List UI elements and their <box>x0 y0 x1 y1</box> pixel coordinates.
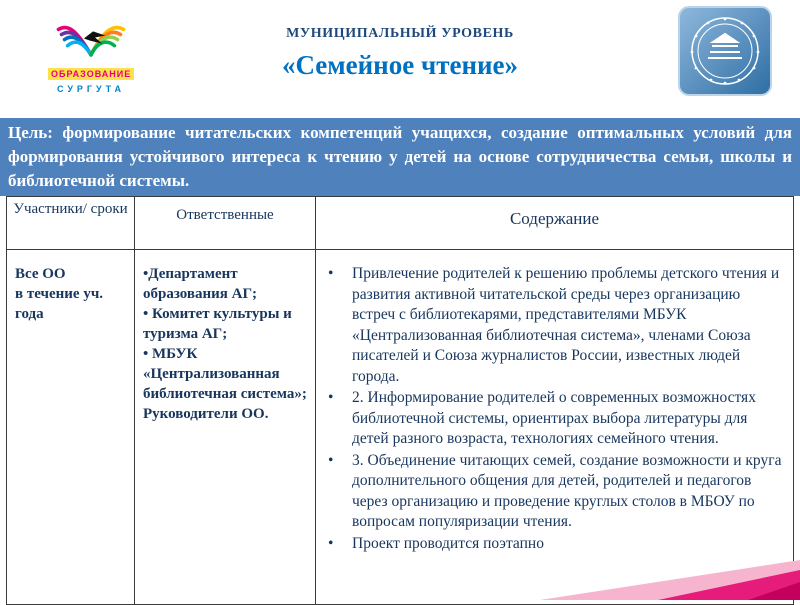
cell-participants <box>7 250 135 605</box>
responsible-item: •Департамент образования АГ; <box>143 266 258 302</box>
column-header-content: Содержание <box>316 197 794 250</box>
slide-kicker: МУНИЦИПАЛЬНЫЙ УРОВЕНЬ <box>286 26 514 41</box>
responsible-item: Руководители ОО. <box>143 406 269 422</box>
logo-left-line1: ОБРАЗОВАНИЕ <box>48 68 134 80</box>
participants-line2: в течение уч. года <box>15 286 104 322</box>
header-titles <box>170 26 630 81</box>
cell-responsible <box>135 250 316 605</box>
logo-left-line2: СУРГУТА <box>56 84 126 94</box>
participants-line1: Все ОО <box>15 266 66 282</box>
content-item: • 3. Объединение читающих семей, создание возможности и круга дополнительного общения для детей, родителей и педагогов через организацию и проведение круглых столов в МБОУ по вопросам популяризации чтения. <box>316 451 783 533</box>
content-list <box>316 264 783 554</box>
open-book-rainbow-icon <box>48 8 134 64</box>
program-table <box>6 196 794 605</box>
slide-header <box>0 0 800 118</box>
logo-obrazovanie-surguta <box>48 8 134 94</box>
column-header-participants: Участники/ сроки <box>7 197 135 250</box>
corner-triangles-decoration <box>540 558 800 600</box>
cell-content <box>316 250 794 605</box>
table-row <box>7 250 794 605</box>
table-header-row <box>7 197 794 250</box>
content-item: • Привлечение родителей к решению проблемы детского чтения и развития активной читательской среды через организацию встреч с библиотекарями, представителями МБУК «Централизованная библиотечная система», членами Союза писателей и Союза журналистов России, известных людей города. <box>316 264 783 387</box>
responsible-item: • Комитет культуры и туризма АГ; <box>143 306 292 342</box>
content-item: • 2. Информирование родителей о современных возможностях библиотечной системы, ориентирах выбора литературы для детей разного возраста, технологиях семейного чтения. <box>316 388 783 450</box>
methodical-center-emblem <box>678 6 772 96</box>
responsible-item: • МБУК «Централизованная библиотечная система»; <box>143 346 307 402</box>
slide-title: «Семейное чтение» <box>281 50 519 80</box>
goal-banner: Цель: формирование читательских компетенций учащихся, создание оптимальных условий для формирования устойчивого интереса к чтению у детей на основе сотрудничества семьи, школы и библиотечной системы. <box>0 118 800 196</box>
books-emblem-icon <box>678 6 772 96</box>
content-item: • Проект проводится поэтапно <box>316 534 783 555</box>
column-header-responsible: Ответственные <box>135 197 316 250</box>
